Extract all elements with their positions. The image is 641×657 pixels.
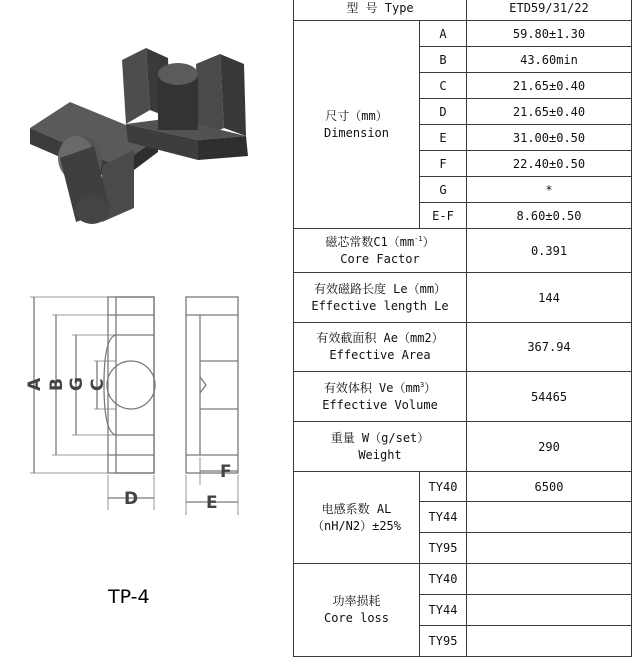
weight-value: 290 xyxy=(467,422,632,472)
core-half-front xyxy=(30,102,158,224)
dimension-key: A xyxy=(420,21,467,47)
eff-volume-label: 有效体积 $Ve(mm^3)$ Effective Volume xyxy=(294,372,467,422)
dimension-row xyxy=(294,21,632,47)
power-loss-label: 功率损耗 Core loss xyxy=(294,564,420,657)
dimension-value: 43.60min xyxy=(467,47,632,73)
dimension-drawing xyxy=(0,285,293,525)
power-loss-material: TY44 xyxy=(420,595,467,626)
eff-length-row xyxy=(294,273,632,323)
eff-area-label: 有效截面积 Ae（mm2） Effective Area xyxy=(294,323,467,372)
core-factor-value: 0.391 xyxy=(467,229,632,273)
dimension-key: F xyxy=(420,151,467,177)
dim-label-c: C xyxy=(88,378,108,391)
dim-label-d: D xyxy=(124,489,139,509)
dimension-key: C xyxy=(420,73,467,99)
eff-area-row xyxy=(294,323,632,372)
dim-label-a: A xyxy=(25,377,45,391)
power-loss-material: TY95 xyxy=(420,626,467,657)
eff-length-label: 有效磁路长度 Le（mm） Effective length Le xyxy=(294,273,467,323)
dim-label-g: G xyxy=(67,377,87,391)
dim-label-b: B xyxy=(47,378,67,391)
dimension-value: 8.60±0.50 xyxy=(467,203,632,229)
type-label: 型 号 Type xyxy=(294,0,467,21)
dim-label-f: F xyxy=(220,462,232,482)
inductance-value: 6500 xyxy=(467,472,632,502)
dimension-value: 59.80±1.30 xyxy=(467,21,632,47)
type-row xyxy=(294,0,632,21)
core-factor-label: 磁芯常数$C1(mm^{-1})$ Core Factor xyxy=(294,229,467,273)
dimension-value: 22.40±0.50 xyxy=(467,151,632,177)
power-loss-value xyxy=(467,595,632,626)
inductance-material: TY95 xyxy=(420,533,467,564)
dimension-key: E-F xyxy=(420,203,467,229)
dimension-key: E xyxy=(420,125,467,151)
dimension-value: 31.00±0.50 xyxy=(467,125,632,151)
type-value: ETD59/31/22 xyxy=(467,0,632,21)
dimension-value: 21.65±0.40 xyxy=(467,73,632,99)
dimension-key: G xyxy=(420,177,467,203)
eff-length-value: 144 xyxy=(467,273,632,323)
inductance-value xyxy=(467,533,632,564)
product-figure-panel xyxy=(0,0,293,641)
core-photo xyxy=(0,0,293,240)
power-loss-row xyxy=(294,564,632,595)
inductance-material: TY44 xyxy=(420,502,467,533)
inductance-label: 电感系数 AL （nH/N2）±25% xyxy=(294,472,420,564)
power-loss-material: TY40 xyxy=(420,564,467,595)
power-loss-value xyxy=(467,564,632,595)
weight-row xyxy=(294,422,632,472)
weight-label: 重量 W（g/set） Weight xyxy=(294,422,467,472)
dimension-value: 21.65±0.40 xyxy=(467,99,632,125)
inductance-value xyxy=(467,502,632,533)
dimension-key: D xyxy=(420,99,467,125)
inductance-row xyxy=(294,472,632,502)
eff-area-value: 367.94 xyxy=(467,323,632,372)
eff-volume-value: 54465 xyxy=(467,372,632,422)
core-factor-row xyxy=(294,229,632,273)
dimension-label: 尺寸（mm） Dimension xyxy=(294,21,420,229)
power-loss-value xyxy=(467,626,632,657)
dimension-key: B xyxy=(420,47,467,73)
eff-volume-row xyxy=(294,372,632,422)
inductance-material: TY40 xyxy=(420,472,467,502)
dim-label-e: E xyxy=(206,493,218,513)
figure-caption: TP-4 xyxy=(108,586,150,608)
dimension-value: * xyxy=(467,177,632,203)
core-half-back xyxy=(122,48,248,160)
spec-table xyxy=(293,0,632,657)
